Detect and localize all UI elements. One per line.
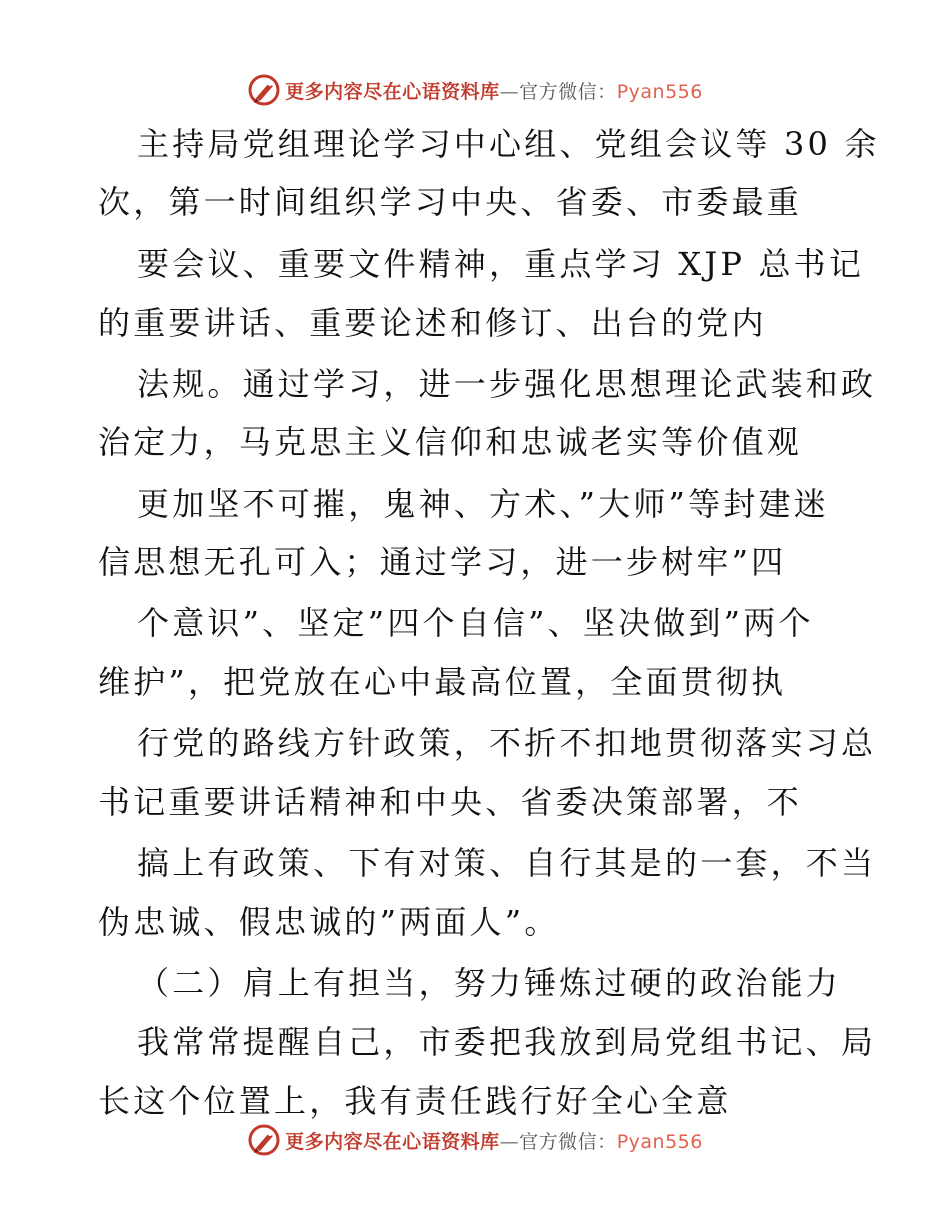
text-line: 信思想无孔可入；通过学习，进一步树牢”四 [98, 543, 787, 581]
text-line: 要会议、重要文件精神，重点学习 XJP 总书记 [137, 245, 865, 283]
watermark-separator: — [499, 80, 520, 103]
text-line: 维护”，把党放在心中最高位置，全面贯彻执 [98, 663, 787, 701]
text-line: 法规。通过学习，进一步强化思想理论武装和政 [137, 365, 877, 403]
watermark-text [285, 77, 703, 104]
text-line: 行党的路线方针政策，不折不扣地贯彻落实习总 [137, 724, 877, 762]
text-line: 书记重要讲话精神和中央、省委决策部署，不 [98, 783, 803, 821]
text-line: 我常常提醒自己，市委把我放到局党组书记、局 [137, 1023, 877, 1061]
watermark-separator: — [499, 1130, 520, 1153]
watermark-sub: 官方微信： [519, 80, 617, 103]
header-watermark [0, 70, 950, 110]
watermark-id: Pyan556 [616, 80, 703, 103]
text-line: 治定力，马克思主义信仰和忠诚老实等价值观 [98, 423, 803, 461]
text-line: 长这个位置上，我有责任践行好全心全意 [98, 1082, 732, 1120]
footer-watermark [0, 1120, 950, 1160]
section-heading: （二）肩上有担当，努力锤炼过硬的政治能力 [137, 964, 842, 1002]
pen-logo-icon [247, 1123, 281, 1157]
watermark-text [285, 1127, 703, 1154]
text-line: 个意识”、坚定”四个自信”、坚决做到”两个 [137, 604, 814, 642]
text-line: 伪忠诚、假忠诚的”两面人”。 [98, 903, 560, 941]
watermark-id: Pyan556 [616, 1130, 703, 1153]
watermark-main: 更多内容尽在心语资料库 [285, 80, 500, 103]
pen-logo-icon [247, 73, 281, 107]
text-line: 的重要讲话、重要论述和修订、出台的党内 [98, 304, 767, 342]
text-line: 更加坚不可摧，鬼神、方术、”大师”等封建迷 [137, 485, 829, 523]
watermark-sub: 官方微信： [519, 1130, 617, 1153]
text-line: 搞上有政策、下有对策、自行其是的一套，不当 [137, 844, 877, 882]
watermark-main: 更多内容尽在心语资料库 [285, 1130, 500, 1153]
text-line: 主持局党组理论学习中心组、党组会议等 30 余 [137, 125, 880, 163]
text-line: 次，第一时间组织学习中央、省委、市委最重 [98, 183, 803, 221]
